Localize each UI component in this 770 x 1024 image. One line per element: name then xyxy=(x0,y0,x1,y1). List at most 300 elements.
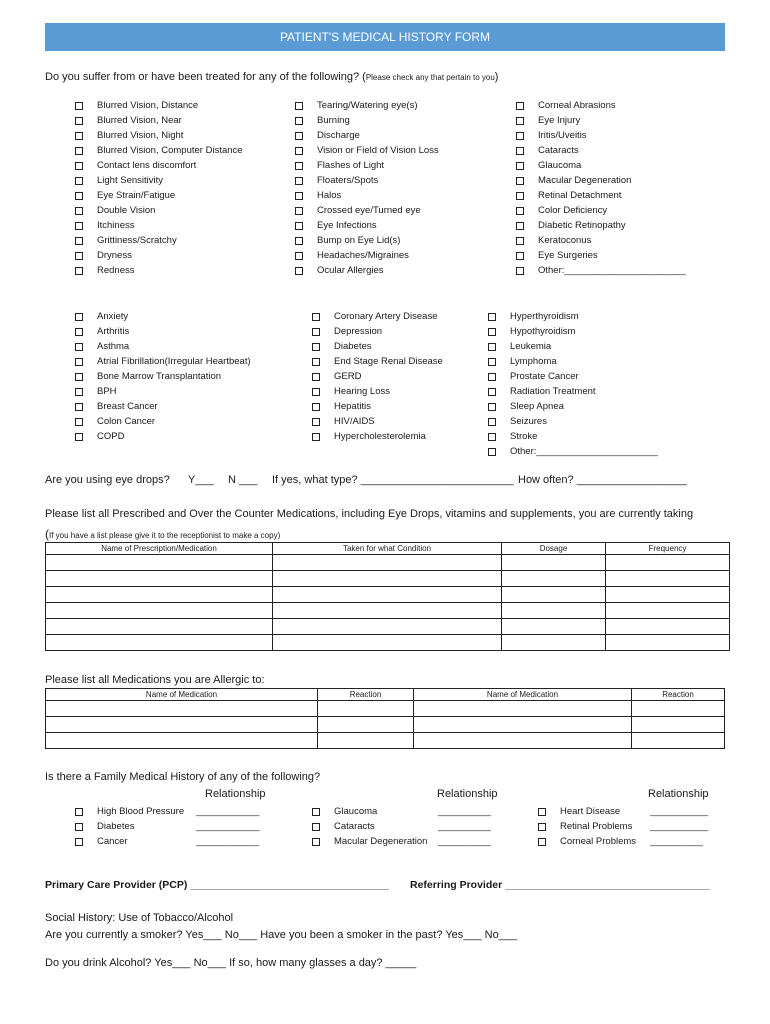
condition-item[interactable] xyxy=(295,113,350,128)
condition-item[interactable] xyxy=(312,324,382,339)
checkbox[interactable] xyxy=(75,328,83,336)
condition-item[interactable] xyxy=(75,309,128,324)
checkbox[interactable] xyxy=(75,192,83,200)
condition-label: GERD xyxy=(334,371,362,382)
table-cell[interactable] xyxy=(632,701,725,717)
condition-item[interactable] xyxy=(516,173,631,188)
table-cell[interactable] xyxy=(273,619,502,635)
condition-label: Blurred Vision, Near xyxy=(97,115,182,126)
condition-label: Retinal Detachment xyxy=(538,190,622,201)
table-cell[interactable] xyxy=(502,587,606,603)
family-history-item[interactable] xyxy=(312,834,427,849)
table-cell[interactable] xyxy=(46,701,318,717)
checkbox[interactable] xyxy=(75,808,83,816)
condition-label: Cataracts xyxy=(538,145,579,156)
checkbox[interactable] xyxy=(75,252,83,260)
condition-label: Eye Infections xyxy=(317,220,377,231)
condition-label: Diabetes xyxy=(97,821,135,832)
pcp-field[interactable]: Primary Care Provider (PCP) __________________________________ xyxy=(45,879,389,891)
checkbox[interactable] xyxy=(75,823,83,831)
medications-table xyxy=(45,542,730,651)
medications-question: Please list all Prescribed and Over the Counter Medications, including Eye Drops, vitamins and supplements, you are currently taking xyxy=(45,508,694,520)
condition-item[interactable] xyxy=(295,98,418,113)
condition-item[interactable] xyxy=(75,203,155,218)
checkbox[interactable] xyxy=(75,222,83,230)
checkbox[interactable] xyxy=(312,358,320,366)
condition-item[interactable] xyxy=(295,128,360,143)
alcohol-question[interactable]: Do you drink Alcohol? Yes___ No___ If so, how many glasses a day? _____ xyxy=(45,957,417,969)
checkbox[interactable] xyxy=(75,433,83,441)
condition-label: Coronary Artery Disease xyxy=(334,311,438,322)
checkbox[interactable] xyxy=(75,343,83,351)
checkbox[interactable] xyxy=(75,838,83,846)
condition-item[interactable] xyxy=(312,354,443,369)
column-header: Reaction xyxy=(632,689,725,701)
condition-label: Color Deficiency xyxy=(538,205,608,216)
condition-item[interactable] xyxy=(488,429,537,444)
table-cell[interactable] xyxy=(46,619,273,635)
condition-label: Double Vision xyxy=(97,205,156,216)
condition-item[interactable] xyxy=(516,158,581,173)
table-cell[interactable] xyxy=(46,603,273,619)
condition-label: Hypercholesterolemia xyxy=(334,431,426,442)
condition-item[interactable] xyxy=(295,188,341,203)
table-cell[interactable] xyxy=(46,717,318,733)
condition-label: Floaters/Spots xyxy=(317,175,379,186)
checkbox[interactable] xyxy=(75,358,83,366)
table-cell[interactable] xyxy=(606,571,730,587)
checkbox[interactable] xyxy=(295,117,303,125)
checkbox[interactable] xyxy=(516,267,524,275)
condition-label: End Stage Renal Disease xyxy=(334,356,443,367)
condition-label: Sleep Apnea xyxy=(510,401,564,412)
checkbox[interactable] xyxy=(488,448,496,456)
condition-item[interactable] xyxy=(295,263,384,278)
table-cell[interactable] xyxy=(502,635,606,651)
condition-label: Hearing Loss xyxy=(334,386,390,397)
condition-label: Macular Degeneration xyxy=(334,836,428,847)
table-row xyxy=(46,701,725,717)
eye-drops-type[interactable]: If yes, what type? _________________________ xyxy=(272,474,514,486)
condition-item[interactable] xyxy=(516,203,607,218)
condition-label: Atrial Fibrillation(Irregular Heartbeat) xyxy=(97,356,251,367)
checkbox[interactable] xyxy=(516,177,524,185)
checkbox[interactable] xyxy=(75,237,83,245)
condition-item[interactable] xyxy=(75,429,124,444)
condition-label: Diabetic Retinopathy xyxy=(538,220,626,231)
condition-item[interactable] xyxy=(75,369,221,384)
eye-drops-yes[interactable]: Y___ xyxy=(188,474,214,486)
condition-item[interactable] xyxy=(295,233,400,248)
condition-label: Cataracts xyxy=(334,821,375,832)
eye-drops-no[interactable]: N ___ xyxy=(228,474,258,486)
table-cell[interactable] xyxy=(414,733,632,749)
condition-item[interactable] xyxy=(75,354,251,369)
relationship-header: Relationship xyxy=(437,788,498,800)
condition-item[interactable] xyxy=(516,128,587,143)
condition-label: Redness xyxy=(97,265,135,276)
table-cell[interactable] xyxy=(318,733,414,749)
condition-item[interactable] xyxy=(295,143,439,158)
checkbox[interactable] xyxy=(295,132,303,140)
family-history-item[interactable] xyxy=(538,819,632,834)
checkbox[interactable] xyxy=(312,403,320,411)
condition-item[interactable] xyxy=(488,369,579,384)
column-header: Name of Medication xyxy=(414,689,632,701)
condition-item[interactable] xyxy=(516,98,616,113)
condition-label: Depression xyxy=(334,326,383,337)
condition-item[interactable] xyxy=(516,218,626,233)
relationship-line[interactable]: __________ xyxy=(438,836,491,847)
eye-drops-question: Are you using eye drops? xyxy=(45,474,170,486)
column-header: Name of Medication xyxy=(46,689,318,701)
column-header: Name of Prescription/Medication xyxy=(46,543,273,555)
condition-label: Ocular Allergies xyxy=(317,265,384,276)
condition-item[interactable] xyxy=(75,158,196,173)
condition-item[interactable] xyxy=(488,309,579,324)
condition-item[interactable] xyxy=(488,399,564,414)
family-history-item[interactable] xyxy=(312,804,377,819)
table-cell[interactable] xyxy=(502,555,606,571)
condition-item[interactable] xyxy=(75,173,163,188)
table-cell[interactable] xyxy=(273,587,502,603)
condition-item[interactable] xyxy=(295,173,378,188)
condition-label: Other:_______________________ xyxy=(510,446,658,457)
table-cell[interactable] xyxy=(273,555,502,571)
checkbox[interactable] xyxy=(75,102,83,110)
condition-label: Hyperthyroidism xyxy=(510,311,579,322)
condition-label: Crossed eye/Turned eye xyxy=(317,205,421,216)
checkbox[interactable] xyxy=(312,373,320,381)
checkbox[interactable] xyxy=(488,328,496,336)
condition-item[interactable] xyxy=(516,188,621,203)
table-cell[interactable] xyxy=(46,733,318,749)
checkbox[interactable] xyxy=(488,403,496,411)
relationship-line[interactable]: __________ xyxy=(438,821,491,832)
checkbox[interactable] xyxy=(516,102,524,110)
checkbox[interactable] xyxy=(516,117,524,125)
condition-label: Hypothyroidism xyxy=(510,326,576,337)
checkbox[interactable] xyxy=(75,117,83,125)
checkbox[interactable] xyxy=(538,808,546,816)
condition-label: Asthma xyxy=(97,341,130,352)
relationship-line[interactable]: __________ xyxy=(650,836,703,847)
condition-item[interactable] xyxy=(75,339,129,354)
condition-item[interactable] xyxy=(312,414,375,429)
checkbox[interactable] xyxy=(312,808,320,816)
condition-item[interactable] xyxy=(488,444,658,459)
condition-item[interactable] xyxy=(488,339,551,354)
column-header: Dosage xyxy=(502,543,606,555)
condition-item[interactable] xyxy=(295,248,409,263)
checkbox[interactable] xyxy=(295,207,303,215)
relationship-line[interactable]: ____________ xyxy=(196,806,260,817)
checkbox[interactable] xyxy=(75,147,83,155)
checkbox[interactable] xyxy=(516,237,524,245)
medications-note: (If you have a list please give it to the receptionist to make a copy) xyxy=(45,527,281,541)
condition-item[interactable] xyxy=(516,248,598,263)
checkbox[interactable] xyxy=(516,192,524,200)
condition-item[interactable] xyxy=(516,263,686,278)
checkbox[interactable] xyxy=(488,388,496,396)
checkbox[interactable] xyxy=(75,388,83,396)
condition-item[interactable] xyxy=(312,399,371,414)
condition-item[interactable] xyxy=(75,414,155,429)
family-history-item[interactable] xyxy=(538,834,636,849)
condition-label: Halos xyxy=(317,190,342,201)
condition-label: Headaches/Migraines xyxy=(317,250,409,261)
relationship-line[interactable]: ___________ xyxy=(650,806,709,817)
condition-item[interactable] xyxy=(75,128,183,143)
condition-label: Stroke xyxy=(510,431,538,442)
condition-label: Glaucoma xyxy=(538,160,582,171)
checkbox[interactable] xyxy=(295,147,303,155)
table-cell[interactable] xyxy=(414,717,632,733)
condition-item[interactable] xyxy=(75,399,158,414)
checkbox[interactable] xyxy=(312,823,320,831)
condition-item[interactable] xyxy=(75,248,132,263)
checkbox[interactable] xyxy=(312,343,320,351)
checkbox[interactable] xyxy=(488,313,496,321)
table-row xyxy=(46,603,730,619)
condition-item[interactable] xyxy=(488,414,547,429)
condition-label: Anxiety xyxy=(97,311,129,322)
family-history-item[interactable] xyxy=(75,804,184,819)
table-cell[interactable] xyxy=(273,571,502,587)
checkbox[interactable] xyxy=(295,237,303,245)
checkbox[interactable] xyxy=(75,132,83,140)
family-history-question: Is there a Family Medical History of any of the following? xyxy=(45,771,321,783)
condition-label: Light Sensitivity xyxy=(97,175,164,186)
checkbox[interactable] xyxy=(75,162,83,170)
condition-label: Contact lens discomfort xyxy=(97,160,197,171)
table-cell[interactable] xyxy=(46,571,273,587)
condition-item[interactable] xyxy=(488,384,596,399)
condition-label: Cancer xyxy=(97,836,128,847)
checkbox[interactable] xyxy=(75,313,83,321)
relationship-line[interactable]: ____________ xyxy=(196,821,260,832)
condition-label: Arthritis xyxy=(97,326,130,337)
condition-item[interactable] xyxy=(75,98,198,113)
allergy-table xyxy=(45,688,725,749)
condition-item[interactable] xyxy=(312,384,390,399)
family-history-item[interactable] xyxy=(538,804,620,819)
checkbox[interactable] xyxy=(488,418,496,426)
table-cell[interactable] xyxy=(414,701,632,717)
condition-item[interactable] xyxy=(312,429,426,444)
condition-label: Bump on Eye Lid(s) xyxy=(317,235,401,246)
eye-drops-frequency[interactable]: How often? __________________ xyxy=(518,474,687,486)
condition-label: Iritis/Uveitis xyxy=(538,130,587,141)
condition-item[interactable] xyxy=(75,218,135,233)
form-title: PATIENT'S MEDICAL HISTORY FORM xyxy=(45,23,725,51)
checkbox[interactable] xyxy=(312,838,320,846)
table-cell[interactable] xyxy=(632,717,725,733)
table-row xyxy=(46,571,730,587)
condition-label: Diabetes xyxy=(334,341,372,352)
family-history-item[interactable] xyxy=(75,819,135,834)
table-cell[interactable] xyxy=(273,603,502,619)
checkbox[interactable] xyxy=(516,222,524,230)
table-cell[interactable] xyxy=(632,733,725,749)
table-cell[interactable] xyxy=(46,635,273,651)
condition-label: Flashes of Light xyxy=(317,160,385,171)
condition-label: Breast Cancer xyxy=(97,401,158,412)
table-cell[interactable] xyxy=(606,603,730,619)
condition-item[interactable] xyxy=(75,143,243,158)
table-cell[interactable] xyxy=(318,717,414,733)
condition-label: Eye Injury xyxy=(538,115,581,126)
social-history-heading: Social History: Use of Tobacco/Alcohol xyxy=(45,912,234,924)
condition-item[interactable] xyxy=(312,309,437,324)
condition-label: Burning xyxy=(317,115,350,126)
condition-item[interactable] xyxy=(295,203,421,218)
checkbox[interactable] xyxy=(312,328,320,336)
condition-label: Tearing/Watering eye(s) xyxy=(317,100,418,111)
table-cell[interactable] xyxy=(502,619,606,635)
checkbox[interactable] xyxy=(75,207,83,215)
condition-item[interactable] xyxy=(75,188,175,203)
allergy-question: Please list all Medications you are Allergic to: xyxy=(45,674,265,686)
table-row xyxy=(46,587,730,603)
checkbox[interactable] xyxy=(75,403,83,411)
checkbox[interactable] xyxy=(516,207,524,215)
condition-item[interactable] xyxy=(75,113,182,128)
relationship-line[interactable]: ___________ xyxy=(650,821,709,832)
table-cell[interactable] xyxy=(606,555,730,571)
condition-label: Corneal Problems xyxy=(560,836,637,847)
condition-item[interactable] xyxy=(516,233,591,248)
condition-item[interactable] xyxy=(75,384,117,399)
table-row xyxy=(46,555,730,571)
checkbox[interactable] xyxy=(538,838,546,846)
condition-item[interactable] xyxy=(516,143,579,158)
condition-label: Discharge xyxy=(317,130,360,141)
checkbox[interactable] xyxy=(488,343,496,351)
condition-label: COPD xyxy=(97,431,125,442)
condition-label: Heart Disease xyxy=(560,806,621,817)
checkbox[interactable] xyxy=(312,418,320,426)
table-cell[interactable] xyxy=(502,571,606,587)
table-cell[interactable] xyxy=(606,619,730,635)
condition-label: Itchiness xyxy=(97,220,135,231)
condition-label: Dryness xyxy=(97,250,132,261)
checkbox[interactable] xyxy=(295,252,303,260)
condition-item[interactable] xyxy=(488,324,575,339)
smoker-question[interactable]: Are you currently a smoker? Yes___ No___ Have you been a smoker in the past? Yes___ No___ xyxy=(45,929,518,941)
condition-label: Glaucoma xyxy=(334,806,378,817)
checkbox[interactable] xyxy=(295,222,303,230)
condition-label: Seizures xyxy=(510,416,547,427)
table-cell[interactable] xyxy=(46,587,273,603)
condition-label: Hepatitis xyxy=(334,401,371,412)
checkbox[interactable] xyxy=(75,373,83,381)
condition-item[interactable] xyxy=(488,354,557,369)
checkbox[interactable] xyxy=(295,162,303,170)
checkbox[interactable] xyxy=(488,358,496,366)
column-header: Frequency xyxy=(606,543,730,555)
referring-provider-field[interactable]: Referring Provider ___________________________________ xyxy=(410,879,710,891)
table-row xyxy=(46,717,725,733)
checkbox[interactable] xyxy=(295,267,303,275)
condition-label: Other:_______________________ xyxy=(538,265,686,276)
relationship-line[interactable]: __________ xyxy=(438,806,491,817)
condition-label: Eye Surgeries xyxy=(538,250,598,261)
table-cell[interactable] xyxy=(502,603,606,619)
condition-label: Lymphoma xyxy=(510,356,557,367)
condition-label: Leukemia xyxy=(510,341,552,352)
table-cell[interactable] xyxy=(318,701,414,717)
condition-item[interactable] xyxy=(75,233,177,248)
condition-label: Prostate Cancer xyxy=(510,371,579,382)
condition-label: Blurred Vision, Distance xyxy=(97,100,199,111)
table-row xyxy=(46,619,730,635)
condition-item[interactable] xyxy=(312,339,372,354)
condition-label: Corneal Abrasions xyxy=(538,100,616,111)
checkbox[interactable] xyxy=(295,177,303,185)
condition-label: Blurred Vision, Night xyxy=(97,130,184,141)
checkbox[interactable] xyxy=(75,177,83,185)
checkbox[interactable] xyxy=(295,192,303,200)
condition-label: Macular Degeneration xyxy=(538,175,632,186)
condition-item[interactable] xyxy=(312,369,361,384)
family-history-item[interactable] xyxy=(312,819,375,834)
column-header: Reaction xyxy=(318,689,414,701)
condition-label: Vision or Field of Vision Loss xyxy=(317,145,439,156)
table-cell[interactable] xyxy=(273,635,502,651)
condition-label: Radiation Treatment xyxy=(510,386,596,397)
condition-label: BPH xyxy=(97,386,117,397)
relationship-header: Relationship xyxy=(205,788,266,800)
condition-item[interactable] xyxy=(295,218,377,233)
checkbox[interactable] xyxy=(312,388,320,396)
condition-item[interactable] xyxy=(516,113,580,128)
relationship-header: Relationship xyxy=(648,788,709,800)
condition-label: Retinal Problems xyxy=(560,821,633,832)
checkbox[interactable] xyxy=(516,252,524,260)
table-row xyxy=(46,733,725,749)
condition-question: Do you suffer from or have been treated for any of the following? (Please check any that pertain to you) xyxy=(45,71,499,83)
checkbox[interactable] xyxy=(538,823,546,831)
condition-label: Eye Strain/Fatigue xyxy=(97,190,176,201)
condition-label: HIV/AIDS xyxy=(334,416,375,427)
condition-label: Colon Cancer xyxy=(97,416,156,427)
condition-item[interactable] xyxy=(75,324,129,339)
table-cell[interactable] xyxy=(606,635,730,651)
condition-label: High Blood Pressure xyxy=(97,806,185,817)
checkbox[interactable] xyxy=(516,132,524,140)
checkbox[interactable] xyxy=(75,267,83,275)
family-history-item[interactable] xyxy=(75,834,128,849)
checkbox[interactable] xyxy=(516,162,524,170)
checkbox[interactable] xyxy=(312,313,320,321)
column-header: Taken for what Condition xyxy=(273,543,502,555)
checkbox[interactable] xyxy=(75,418,83,426)
checkbox[interactable] xyxy=(488,373,496,381)
checkbox[interactable] xyxy=(488,433,496,441)
condition-label: Grittiness/Scratchy xyxy=(97,235,177,246)
table-row xyxy=(46,635,730,651)
table-cell[interactable] xyxy=(46,555,273,571)
relationship-line[interactable]: ____________ xyxy=(196,836,260,847)
checkbox[interactable] xyxy=(516,147,524,155)
checkbox[interactable] xyxy=(312,433,320,441)
condition-item[interactable] xyxy=(295,158,384,173)
condition-label: Keratoconus xyxy=(538,235,592,246)
checkbox[interactable] xyxy=(295,102,303,110)
table-cell[interactable] xyxy=(606,587,730,603)
condition-item[interactable] xyxy=(75,263,135,278)
